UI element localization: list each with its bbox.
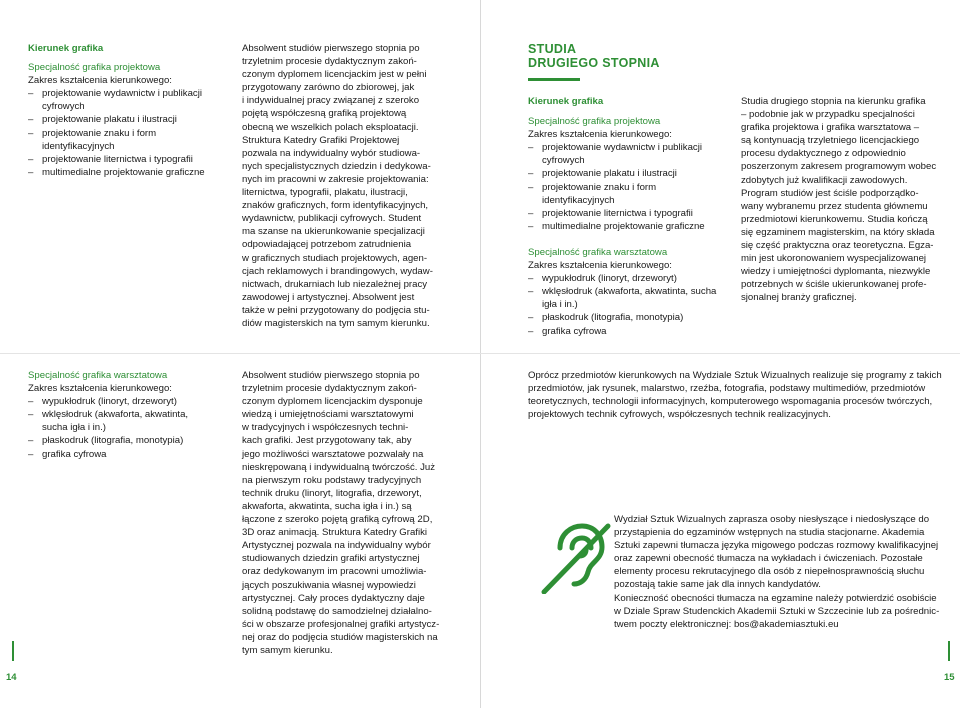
text-line: nych specjalistycznych dziedzin i dedykowa-: [242, 160, 431, 172]
spec-item-list: [528, 272, 718, 337]
list-item: – projektowanie wydawnictw i publikacji cyfrowych: [528, 141, 718, 167]
section-title: [528, 42, 660, 70]
text-line: wydawnictw, publikacji cyfrowych. Student: [242, 213, 422, 225]
spec-title: Specjalność grafika warsztatowa: [528, 246, 668, 258]
left-col2-bottom: [242, 369, 447, 657]
text-line: jących poszukiwania własnej wypowiedzi: [242, 579, 416, 591]
list-item: – projektowanie plakatu i ilustracji: [528, 167, 718, 180]
text-line: sjonalnej branży graficznej.: [741, 292, 857, 304]
accessibility-paragraph: [614, 513, 950, 631]
text-line: są kontynuacją trzyletniego licencjackiego: [741, 135, 920, 147]
spec-title: Specjalność grafika projektowa: [28, 62, 161, 74]
list-item: – grafika cyfrowa: [28, 448, 216, 461]
text-line: procesu dydaktycznego z odpowiednio: [741, 148, 906, 160]
list-item: – projektowanie znaku i form identyfikacyjnych: [528, 181, 718, 207]
text-line: studiowanych dziedzin grafiki artystycznej: [242, 553, 420, 565]
text-line: oraz zapewni obecność tłumacza na wykładach i ćwiczeniach. Pozostałe: [614, 553, 923, 565]
text-line: nieskrępowaną i indywidualną twórczość. Już: [242, 461, 436, 473]
text-line: technik druku (linoryt, litografia, drzeworyt,: [242, 487, 422, 499]
text-line: nictwach, drukarniach lub niezależnej pracy: [242, 278, 428, 290]
text-line: 3D oraz animacją. Struktura Katedry Grafiki: [242, 527, 428, 539]
list-item: – multimedialne projektowanie graficzne: [528, 220, 718, 233]
text-line: ści w obszarze profesjonalnej grafiki artystycz-: [242, 618, 440, 630]
text-line: tym samym kierunku.: [242, 644, 333, 656]
text-line: Studia drugiego stopnia na kierunku grafika: [741, 96, 926, 107]
list-item: – projektowanie liternictwa i typografii: [28, 153, 216, 166]
text-line: i indywidualnej pracy związanej z szeroko: [242, 95, 420, 107]
text-line: czonym dyplomem licencjackim dysponuje: [242, 396, 423, 408]
page-number-right: 15: [944, 672, 955, 683]
text-line: potrzebnych w ściśle ukierunkowanej profe-: [741, 279, 927, 291]
text-line: obecną we wszelkich polach eksploatacji.: [242, 121, 419, 133]
list-item: – projektowanie znaku i form identyfikacyjnych: [28, 127, 216, 153]
section-title-line1: STUDIA: [528, 42, 577, 56]
page-marker: [948, 641, 950, 661]
list-item: – wklęsłodruk (akwaforta, akwatinta, sucha igła i in.): [528, 285, 718, 311]
section-title-line2: DRUGIEGO STOPNIA: [528, 56, 660, 70]
list-item: – płaskodruk (litografia, monotypia): [528, 311, 718, 324]
text-line: wany wybranemu przez studenta głównemu: [741, 200, 928, 212]
text-line: Wydział Sztuk Wizualnych zaprasza osoby niesłyszące i niedosłyszące do: [614, 514, 930, 525]
text-line: się część praktyczna oraz teoretyczna. Egza-: [741, 240, 934, 252]
text-line: pojętą współczesną grafiką projektową: [242, 108, 407, 120]
text-line: także w pełni przygotowany do podjęcia stu-: [242, 304, 430, 316]
text-line: przystąpienia do egzaminów wstępnych na studia stacjonarne. Akademia: [614, 527, 925, 539]
text-line: Artystycznej pozwala na indywidualny wybór: [242, 540, 431, 552]
text-line: trzyletnim procesie dydaktycznym zakoń-: [242, 383, 417, 395]
text-line: ma szanse na ukierunkowanie specjalizacji: [242, 226, 425, 238]
text-line: się egzaminem magisterskim, na który składa: [741, 226, 935, 238]
text-line: projektowych technik cyfrowych, współczesnych technik realizacyjnych.: [528, 409, 831, 421]
zakres-label: Zakres kształcenia kierunkowego:: [28, 383, 172, 395]
kierunek-heading: Kierunek grafika: [28, 43, 104, 54]
text-line: – podobnie jak w przypadku specjalności: [741, 109, 915, 121]
section-divider: [0, 353, 960, 354]
list-item: – grafika cyfrowa: [528, 325, 718, 338]
text-line: Absolwent studiów pierwszego stopnia po: [242, 370, 420, 381]
spec-item-list: [28, 87, 216, 179]
spec-title: Specjalność grafika warsztatowa: [28, 370, 168, 381]
text-line: łączone z szeroko pojętą grafiką cyfrową 2D,: [242, 514, 433, 526]
spec-item-list: [528, 141, 718, 233]
text-line: teoretycznych, technologii informacyjnych, komputerowego wspomagania procesów twórczych,: [528, 396, 933, 408]
text-line: diów magisterskich na tym samym kierunku.: [242, 317, 430, 329]
text-line: akwaforta, akwatinta, sucha igła i in.) są: [242, 500, 412, 512]
text-line: artystycznej. Cały proces dydaktyczny daje: [242, 592, 425, 604]
text-line: grafika projektowa i grafika warsztatowa –: [741, 122, 920, 134]
text-line: na pierwszym roku podstawy tradycyjnych: [242, 474, 422, 486]
text-line: w graficznych studiach projektowych, agen-: [242, 252, 428, 264]
text-line: Oprócz przedmiotów kierunkowych na Wydziale Sztuk Wizualnych realizuje się programy z takich: [528, 370, 942, 381]
right-col2-top: [741, 95, 941, 305]
additional-subjects-paragraph: [528, 369, 948, 421]
text-line: nych im pracowni w zakresie projektowania:: [242, 173, 429, 185]
text-line: Program studiów jest ściśle podporządko-: [741, 187, 919, 199]
text-line: Absolwent studiów pierwszego stopnia po: [242, 43, 420, 54]
list-item: – projektowanie plakatu i ilustracji: [28, 113, 216, 126]
hearing-accessibility-icon: [538, 518, 614, 594]
list-item: – wypukłodruk (linoryt, drzeworyt): [528, 272, 718, 285]
text-line: odpowiadającej potrzebom zatrudnienia: [242, 239, 412, 251]
text-line: czonym dyplomem licencjackim jest w pełni: [242, 69, 427, 81]
text-line: pozostają takie same jak dla innych kandydatów.: [614, 579, 821, 591]
text-line: nej oraz do podjęcia studiów magisterskich na: [242, 631, 438, 643]
text-line: przedmiotów, jak rysunek, malarstwo, rzeźba, fotografia, podstawy multimediów, przedmiotów: [528, 383, 926, 395]
text-line: poszerzonym zakresem programowym wobec: [741, 161, 937, 173]
spec-item-list: [28, 395, 216, 460]
text-line: w tradycyjnych i współczesnych techni-: [242, 422, 409, 434]
page-marker: [12, 641, 14, 661]
text-line: w Dziale Spraw Studenckich Akademii Sztuki w Szczecinie lub za pośrednic-: [614, 605, 940, 617]
text-line: pozwala na indywidualny wybór studiowa-: [242, 147, 421, 159]
list-item: – wklęsłodruk (akwaforta, akwatinta, sucha igła i in.): [28, 408, 216, 434]
list-item: – multimedialne projektowanie graficzne: [28, 166, 216, 179]
text-line: zdobytych już kwalifikacji zawodowych.: [741, 174, 908, 186]
text-line: Konieczność obecności tłumacza na egzamine należy potwierdzić osobiście: [614, 592, 937, 604]
list-item: – płaskodruk (litografia, monotypia): [28, 434, 216, 447]
text-line: oraz dedykowanym im pracowni umożliwia-: [242, 566, 427, 578]
text-line: przedmiotowi kierunkowemu. Studia kończą: [741, 213, 928, 225]
right-col1-top: [528, 95, 718, 338]
left-col1-top: [28, 42, 216, 179]
spec-title: Specjalność grafika projektowa: [528, 116, 661, 128]
text-line: elementy procesu rekrutacyjnego dla osób z niepełnosprawnością słuchu: [614, 566, 925, 578]
title-underline: [528, 78, 580, 81]
left-col1-bottom: [28, 369, 216, 461]
text-line: liternictwa, typografii, plakatu, ilustracji,: [242, 187, 408, 199]
text-line: znaków graficznych, form identyfikacyjnych,: [242, 200, 429, 212]
page-spine: [480, 0, 481, 708]
list-item: – wypukłodruk (linoryt, drzeworyt): [28, 395, 216, 408]
zakres-label: Zakres kształcenia kierunkowego:: [528, 129, 672, 141]
text-line: wiedzą i umiejętnościami warsztatowymi: [242, 409, 414, 421]
text-line: trzyletnim procesie dydaktycznym zakoń-: [242, 56, 417, 68]
zakres-label: Zakres kształcenia kierunkowego:: [28, 75, 172, 87]
list-item: – projektowanie liternictwa i typografii: [528, 207, 718, 220]
text-line: wiedzy i umiejętności dyplomanta, niezwykle: [741, 266, 931, 278]
text-line: jego możliwości warsztatowe pozwalały na: [242, 448, 424, 460]
zakres-label: Zakres kształcenia kierunkowego:: [528, 260, 672, 272]
list-item: – projektowanie wydawnictw i publikacji cyfrowych: [28, 87, 216, 113]
text-line: Sztuki zapewni tłumacza języka migowego podczas rozmowy kwalifikacyjnej: [614, 540, 939, 552]
text-line: solidną podstawę do samodzielnej działalno-: [242, 605, 432, 617]
text-line: kach grafiki. Jest przygotowany tak, aby: [242, 435, 412, 447]
text-line: przygotowany zarówno do zbiorowej, jak: [242, 82, 415, 94]
page-number-left: 14: [6, 672, 17, 683]
text-line: min jest ukoronowaniem wyspecjalizowanej: [741, 253, 927, 265]
text-line: zawodowej i artystycznej. Absolwent jest: [242, 291, 415, 303]
left-col2-top: [242, 42, 442, 330]
kierunek-heading: Kierunek grafika: [528, 96, 604, 107]
text-line: cjach reklamowych i brandingowych, wydaw-: [242, 265, 433, 277]
text-line: Struktura Katedry Grafiki Projektowej: [242, 134, 400, 146]
text-line: twem poczty elektronicznej: bos@akademiasztuki.eu: [614, 618, 839, 630]
